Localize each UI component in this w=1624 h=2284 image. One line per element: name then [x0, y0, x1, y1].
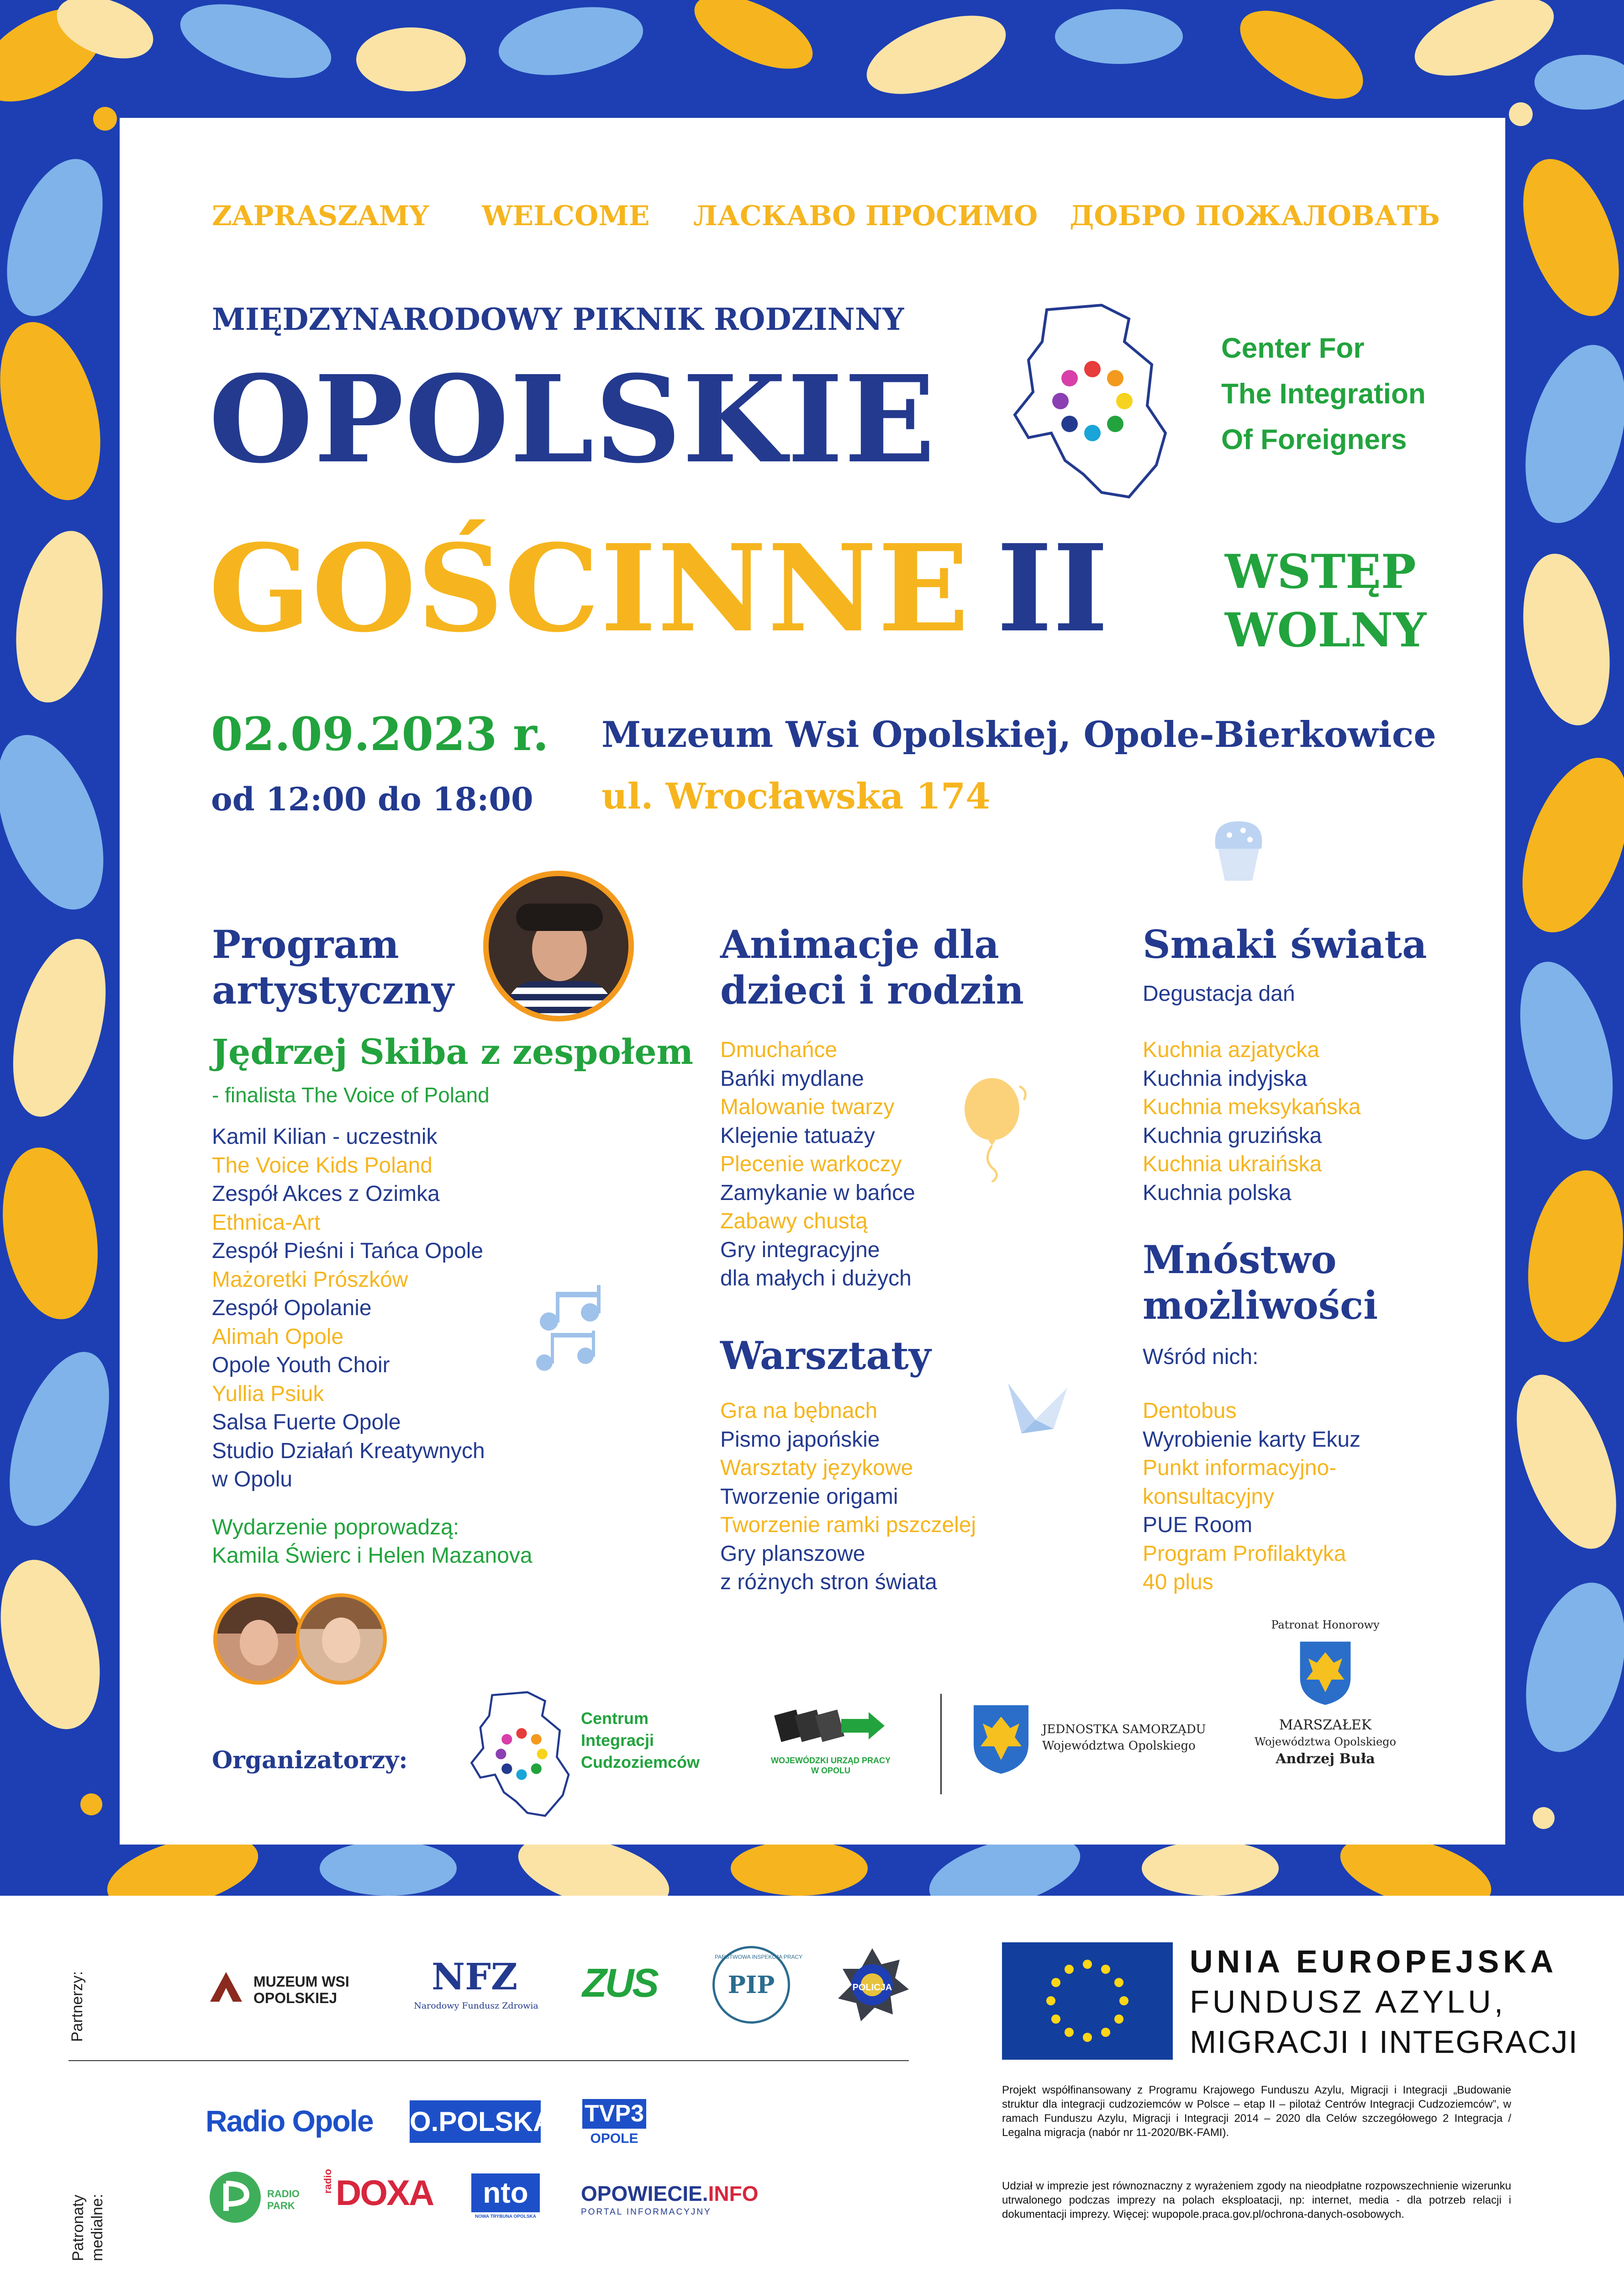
pip-letters: PIP	[728, 1971, 775, 1999]
radio-park-line-2: PARK	[267, 2200, 295, 2211]
jst-logo-text	[1042, 1721, 1206, 1754]
list-item: Kuchnia polska	[1143, 1180, 1292, 1205]
tastes-list	[1143, 1036, 1361, 1207]
eu-line-2: FUNDUSZ AZYLU,	[1190, 1984, 1507, 2020]
program-heading-line-2: artystyczny	[212, 968, 454, 1013]
title-numeral: II	[997, 518, 1109, 659]
list-item: Zespół Akces z Ozimka	[212, 1182, 440, 1206]
list-item: Warsztaty językowe	[720, 1456, 913, 1480]
greeting-ukrainian: ЛАСКАВО ПРОСИМО	[693, 200, 1038, 232]
list-item: PUE Room	[1143, 1513, 1253, 1537]
jst-line-1: JEDNOSTKA SAMORZĄDU	[1042, 1723, 1206, 1736]
eu-flag	[1002, 1942, 1173, 2060]
museum-line-1: MUZEUM WSI	[253, 1973, 349, 1990]
possibilities-list	[1143, 1397, 1360, 1597]
program-list	[212, 1123, 485, 1494]
list-item: Alimah Opole	[212, 1324, 344, 1349]
event-venue: Muzeum Wsi Opolskiej, Opole-Bierkowice	[601, 714, 1436, 756]
hosts-names: Kamila Świerc i Helen Mazanova	[212, 1544, 533, 1568]
list-item: Ethnica-Art	[212, 1210, 321, 1235]
police-label: POLICJA	[852, 1983, 892, 1993]
list-item: Klejenie tatuaży	[720, 1123, 875, 1148]
list-item: Kamil Kilian - uczestnik	[212, 1125, 438, 1149]
muffin-icon	[1207, 812, 1271, 885]
tvp3-logo	[582, 2099, 646, 2129]
opowiecie-logo	[581, 2181, 758, 2206]
eu-stars-icon	[1002, 1942, 1173, 2060]
doxa-prefix: radio	[322, 2169, 333, 2194]
marshal-logo-text	[1239, 1717, 1412, 1769]
nto-subtitle: NOWA TRYBUNA OPOLSKA	[475, 2214, 536, 2219]
wup-line-1: WOJEWÓDZKI URZĄD PRACY	[771, 1756, 891, 1765]
hosts-label: Wydarzenie poprowadzą:	[212, 1515, 459, 1539]
content-panel	[120, 118, 1505, 1845]
tvp3-subtitle: OPOLE	[590, 2131, 638, 2146]
opowiecie-subtitle: PORTAL INFORMACYJNY	[581, 2207, 712, 2217]
center-logo-line-3: Of Foreigners	[1221, 424, 1407, 455]
museum-logo-text	[253, 1973, 349, 2006]
tvp3-logo-text: TVP3	[584, 2100, 644, 2127]
list-item: Zamykanie w bańce	[720, 1180, 915, 1205]
admission-line-1: WSTĘP	[1225, 545, 1416, 599]
ciz-line-3: Cudzoziemców	[581, 1753, 700, 1771]
center-logo-text	[1221, 326, 1426, 463]
list-item: Kuchnia gruzińska	[1143, 1123, 1322, 1148]
host-avatar-1	[213, 1593, 305, 1685]
tastes-subheading: Degustacja dań	[1143, 982, 1295, 1006]
event-time: od 12:00 do 18:00	[211, 780, 533, 818]
program-heading	[212, 922, 454, 1013]
tastes-heading: Smaki świata	[1143, 922, 1427, 967]
greeting-russian: ДОБРО ПОЖАЛОВАТЬ	[1070, 200, 1440, 232]
event-subtitle: MIĘDZYNARODOWY PIKNIK RODZINNY	[212, 301, 904, 337]
center-logo-line-1: Center For	[1221, 333, 1365, 364]
headliner-note: - finalista The Voice of Poland	[212, 1083, 490, 1107]
nto-logo-text: nto	[483, 2176, 528, 2209]
list-item: Tworzenie origami	[720, 1484, 898, 1509]
possibilities-subheading: Wśród nich:	[1143, 1345, 1259, 1369]
animations-heading	[720, 922, 1024, 1013]
list-item: Wyrobienie karty Ekuz	[1143, 1427, 1361, 1452]
coat-of-arms-icon	[971, 1703, 1031, 1776]
list-item: z różnych stron świata	[720, 1570, 937, 1594]
list-item: Gry planszowe	[720, 1541, 865, 1566]
list-item: Zespół Opolanie	[212, 1296, 372, 1320]
list-item: Mażoretki Prószków	[212, 1267, 408, 1292]
pip-ring-text: PAŃSTWOWA INSPEKCJA PRACY	[715, 1954, 803, 1960]
greeting-polish: ZAPRASZAMY	[212, 200, 429, 232]
marshal-name: Andrzej Buła	[1276, 1751, 1375, 1767]
list-item: 40 plus	[1143, 1570, 1213, 1594]
nto-logo	[471, 2173, 540, 2212]
wup-logo-mark	[773, 1703, 887, 1753]
list-item: Salsa Fuerte Opole	[212, 1410, 401, 1434]
list-item: konsultacyjny	[1143, 1484, 1275, 1509]
host-avatar-2	[295, 1593, 387, 1685]
list-item: Yullia Psiuk	[212, 1381, 324, 1406]
list-item: Zabawy chustą	[720, 1209, 868, 1233]
opowiecie-suffix: INFO	[708, 2182, 759, 2205]
list-item: Opole Youth Choir	[212, 1353, 390, 1377]
organizers-label: Organizatorzy:	[212, 1746, 408, 1774]
radio-park-line-1: RADIO	[267, 2188, 300, 2199]
origami-crane-icon	[1003, 1379, 1072, 1438]
marshal-line-2: Województwa Opolskiego	[1255, 1735, 1396, 1748]
list-item: Pismo japońskie	[720, 1427, 880, 1452]
admission-free	[1225, 543, 1426, 660]
possibilities-heading	[1143, 1237, 1378, 1328]
list-item: Plecenie warkoczy	[720, 1152, 902, 1176]
list-item: Gry integracyjne	[720, 1237, 880, 1262]
doxa-logo: DOXA	[336, 2173, 433, 2213]
eu-text	[1190, 1941, 1578, 2062]
media-label-line-2: medialne:	[89, 2194, 106, 2261]
pip-logo	[712, 1946, 803, 2024]
list-item: Punkt informacyjno-	[1143, 1456, 1337, 1480]
possibilities-heading-line-2: możliwości	[1143, 1283, 1378, 1328]
o-polska-logo: O.POLSKA	[410, 2100, 541, 2143]
ciz-logo	[467, 1689, 576, 1822]
radio-park-text	[267, 2188, 300, 2212]
list-item: Studio Działań Kreatywnych	[212, 1438, 485, 1463]
consent-note: Udział w imprezie jest równoznaczny z wyrażeniem zgody na nieodpłatne rozpowszechnienie wizerunku utrwalonego podczas imprezy na polach eksploatacji, np: internet, media - dla potrzeb relacji i dokumentacji imprezy. Więcej: wupopole.praca.gov.pl/ochrona-danych-osobowych.	[1002, 2180, 1511, 2221]
list-item: Bańki mydlane	[720, 1066, 864, 1091]
ciz-line-2: Integracji	[581, 1731, 654, 1750]
nfz-subtitle: Narodowy Fundusz Zdrowia	[414, 2001, 538, 2011]
opowiecie-name: OPOWIECIE.	[581, 2182, 708, 2205]
list-item: Tworzenie ramki pszczelej	[720, 1513, 976, 1537]
media-label	[69, 2194, 107, 2261]
media-label-line-1: Patronaty	[69, 2194, 87, 2261]
radio-park-icon	[208, 2170, 263, 2225]
list-item: w Opolu	[212, 1467, 293, 1491]
list-item: Dentobus	[1143, 1399, 1237, 1423]
headliner: Jędrzej Skiba z zespołem	[212, 1031, 693, 1072]
list-item: Dmuchańce	[720, 1038, 838, 1062]
wup-line-2: W OPOLU	[811, 1766, 850, 1775]
list-item: Zespół Pieśni i Tańca Opole	[212, 1239, 484, 1263]
balloon-icon	[960, 1077, 1033, 1182]
center-logo-line-2: The Integration	[1221, 378, 1426, 410]
list-item: Malowanie twarzy	[720, 1095, 895, 1119]
marshal-line-1: MARSZAŁEK	[1279, 1717, 1372, 1733]
eu-line-1: UNIA EUROPEJSKA	[1190, 1944, 1558, 1979]
list-item: The Voice Kids Poland	[212, 1153, 432, 1178]
nfz-logo: NFZ	[432, 1955, 518, 1998]
patronage-label: Patronat Honorowy	[1271, 1618, 1380, 1631]
event-address: ul. Wrocławska 174	[601, 776, 991, 817]
museum-line-2: OPOLSKIEJ	[253, 1990, 337, 2006]
partners-label: Partnerzy:	[69, 1971, 86, 2042]
music-notes-icon	[531, 1285, 617, 1376]
list-item: Kuchnia indyjska	[1143, 1066, 1308, 1091]
list-item: Kuchnia azjatycka	[1143, 1038, 1319, 1062]
marshal-coat-of-arms-icon	[1298, 1639, 1353, 1708]
animations-heading-line-2: dzieci i rodzin	[720, 968, 1024, 1013]
hosts-block	[212, 1513, 533, 1570]
title-line-2: GOŚCINNE	[209, 518, 970, 659]
zus-logo: ZUS	[582, 1960, 657, 2005]
radio-opole-logo: Radio Opole	[206, 2104, 373, 2138]
jst-line-2: Województwa Opolskiego	[1042, 1739, 1196, 1753]
partners-divider	[69, 2060, 909, 2061]
program-heading-line-1: Program	[212, 922, 399, 967]
animations-heading-line-1: Animacje dla	[720, 922, 999, 967]
greeting-english: WELCOME	[482, 200, 650, 232]
ciz-line-1: Centrum	[581, 1709, 649, 1728]
museum-logo-mark	[208, 1967, 244, 2004]
opolskie-map-logo	[1010, 301, 1175, 506]
list-item: Kuchnia ukraińska	[1143, 1152, 1322, 1176]
wup-logo-text	[760, 1755, 902, 1776]
sponsors-section	[0, 1896, 1624, 2284]
organizers-divider	[940, 1694, 942, 1794]
performer-avatar	[483, 871, 634, 1021]
admission-line-2: WOLNY	[1225, 603, 1427, 658]
list-item: dla małych i dużych	[720, 1266, 912, 1290]
workshops-list	[720, 1397, 976, 1597]
possibilities-heading-line-1: Mnóstwo	[1143, 1237, 1337, 1282]
list-item: Gra na bębnach	[720, 1399, 878, 1423]
animations-list	[720, 1036, 915, 1293]
list-item: Kuchnia meksykańska	[1143, 1095, 1361, 1119]
eu-line-3: MIGRACJI I INTEGRACJI	[1190, 2024, 1578, 2060]
list-item: Program Profilaktyka	[1143, 1541, 1346, 1566]
funding-note: Projekt współfinansowany z Programu Krajowego Funduszu Azylu, Migracji i Integracji „Budowanie struktur dla integracji cudzoziemców w Polsce – etap II – pilotaż Centrów Integracji Cudzoziemców”, w ramach Funduszu Azylu, Migracji i Integracji 2014 – 2020 dla Celów szczegółowego 2 Integracja / Legalna migracja (nabór nr 11-2020/BK-FAMI).	[1002, 2084, 1511, 2139]
event-date: 02.09.2023 r.	[211, 707, 549, 761]
ciz-logo-text	[581, 1708, 700, 1773]
title-line-1: OPOLSKIE	[209, 349, 936, 490]
workshops-heading: Warsztaty	[720, 1333, 931, 1378]
